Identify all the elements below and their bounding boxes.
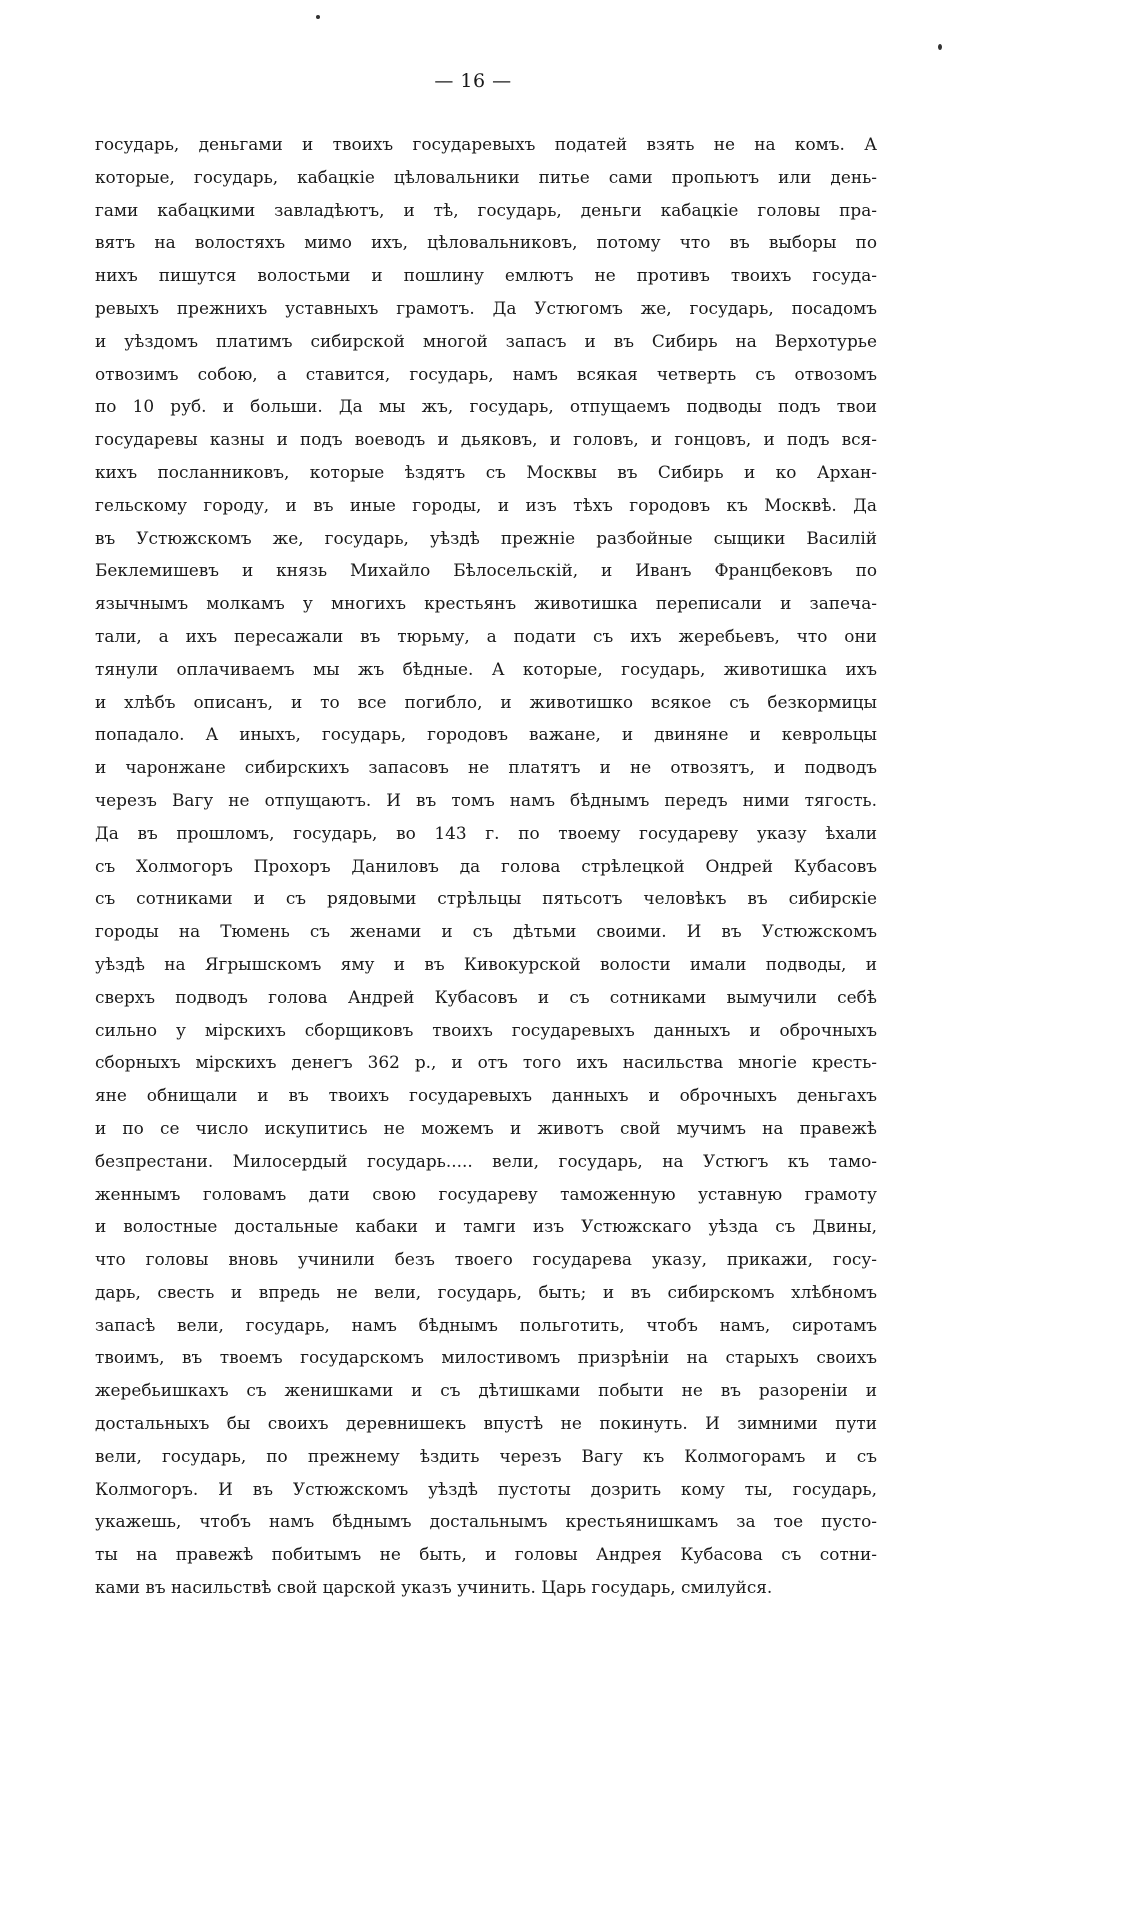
text-line: тянули оплачиваемъ мы жъ бѣдные. А которые, государь, животишка ихъ bbox=[95, 658, 877, 679]
text-line: съ Холмогоръ Прохоръ Даниловъ да голова стрѣлецкой Ондрей Кубасовъ bbox=[95, 855, 877, 876]
text-line: съ сотниками и съ рядовыми стрѣльцы пятьсотъ человѣкъ въ сибирскіе bbox=[95, 888, 877, 909]
text-line: ками въ насильствѣ свой царской указъ учинить. Царь государь, смилуйся. bbox=[95, 1577, 773, 1598]
text-line: дарь, свесть и впредь не вели, государь, быть; и въ сибирскомъ хлѣбномъ bbox=[95, 1281, 877, 1302]
text-line: вели, государь, по прежнему ѣздить черезъ Вагу къ Колмогорамъ и съ bbox=[95, 1445, 877, 1466]
text-line: гельскому городу, и въ иные городы, и изъ тѣхъ городовъ къ Москвѣ. Да bbox=[95, 494, 877, 515]
text-line: вятъ на волостяхъ мимо ихъ, цѣловальниковъ, потому что въ выборы по bbox=[95, 232, 877, 253]
text-line: сверхъ подводъ голова Андрей Кубасовъ и съ сотниками вымучили себѣ bbox=[95, 986, 877, 1007]
text-line: и по се число искупитись не можемъ и животъ свой мучимъ на правежѣ bbox=[95, 1117, 877, 1138]
text-line: попадало. А иныхъ, государь, городовъ важане, и двиняне и кеврольцы bbox=[95, 724, 877, 745]
text-line: по 10 руб. и больши. Да мы жъ, государь, отпущаемъ подводы подъ твои bbox=[95, 396, 877, 417]
text-line: что головы вновь учинили безъ твоего государева указу, прикажи, госу- bbox=[95, 1249, 877, 1270]
page-number: — 16 — bbox=[434, 70, 512, 92]
text-line: достальныхъ бы своихъ деревнишекъ впустѣ не покинуть. И зимними пути bbox=[95, 1413, 877, 1434]
text-line: сильно у мірскихъ сборщиковъ твоихъ государевыхъ данныхъ и оброчныхъ bbox=[95, 1019, 877, 1040]
text-line: государь, деньгами и твоихъ государевыхъ податей взять не на комъ. А bbox=[95, 134, 877, 154]
text-line: которые, государь, кабацкіе цѣловальники питье сами пропьютъ или день- bbox=[95, 166, 877, 187]
text-line: твоимъ, въ твоемъ государскомъ милостивомъ призрѣніи на старыхъ своихъ bbox=[95, 1347, 877, 1368]
text-line: и чаронжане сибирскихъ запасовъ не платятъ и не отвозятъ, и подводъ bbox=[95, 757, 877, 778]
text-line: уѣздѣ на Ягрышскомъ яму и въ Кивокурской волости имали подводы, и bbox=[95, 953, 877, 974]
text-line: черезъ Вагу не отпущаютъ. И въ томъ намъ бѣднымъ передъ ними тягость. bbox=[95, 789, 877, 810]
text-line: Беклемишевъ и князь Михайло Бѣлосельскій, и Иванъ Францбековъ по bbox=[95, 560, 877, 581]
text-line: Да въ прошломъ, государь, во 143 г. по твоему государеву указу ѣхали bbox=[95, 822, 877, 843]
text-line: женнымъ головамъ дати свою государеву таможенную уставную грамоту bbox=[95, 1183, 877, 1204]
text-line: ревыхъ прежнихъ уставныхъ грамотъ. Да Устюгомъ же, государь, посадомъ bbox=[95, 297, 877, 318]
text-line: и хлѣбъ описанъ, и то все погибло, и животишко всякое съ безкормицы bbox=[95, 691, 877, 712]
text-line: тали, а ихъ пересажали въ тюрьму, а подати съ ихъ жеребьевъ, что они bbox=[95, 625, 877, 646]
text-line: Колмогоръ. И въ Устюжскомъ уѣздѣ пустоты дозрить кому ты, государь, bbox=[95, 1478, 877, 1499]
text-line: яне обнищали и въ твоихъ государевыхъ данныхъ и оброчныхъ деньгахъ bbox=[95, 1085, 877, 1106]
text-line: городы на Тюмень съ женами и съ дѣтьми своими. И въ Устюжскомъ bbox=[95, 921, 877, 942]
text-line: отвозимъ собою, а ставится, государь, намъ всякая четверть съ отвозомъ bbox=[95, 363, 877, 384]
body-text bbox=[95, 128, 877, 1604]
text-line: язычнымъ молкамъ у многихъ крестьянъ животишка переписали и запеча- bbox=[95, 593, 877, 614]
text-line: кихъ посланниковъ, которые ѣздятъ съ Москвы въ Сибирь и ко Архан- bbox=[95, 461, 877, 482]
text-line: государевы казны и подъ воеводъ и дьяковъ, и головъ, и гонцовъ, и подъ вся- bbox=[95, 429, 877, 450]
text-line: укажешь, чтобъ намъ бѣднымъ достальнымъ крестьянишкамъ за тое пусто- bbox=[95, 1511, 877, 1532]
text-line: нихъ пишутся волостьми и пошлину емлютъ не противъ твоихъ госуда- bbox=[95, 265, 877, 286]
text-line: жеребьишкахъ съ женишками и съ дѣтишками побыти не въ разореніи и bbox=[95, 1380, 877, 1401]
text-line: безпрестани. Милосердый государь..... вели, государь, на Устюгъ къ тамо- bbox=[95, 1150, 877, 1171]
text-line: запасѣ вели, государь, намъ бѣднымъ польготить, чтобъ намъ, сиротамъ bbox=[95, 1314, 877, 1335]
text-line: въ Устюжскомъ же, государь, уѣздѣ прежніе разбойные сыщики Василій bbox=[95, 527, 877, 548]
ink-speck bbox=[316, 15, 320, 19]
text-line: гами кабацкими завладѣютъ, и тѣ, государь, деньги кабацкіе головы пра- bbox=[95, 199, 877, 220]
text-line: и волостные достальные кабаки и тамги изъ Устюжскаго уѣзда съ Двины, bbox=[95, 1216, 877, 1237]
text-line: и уѣздомъ платимъ сибирской многой запасъ и въ Сибирь на Верхотурье bbox=[95, 330, 877, 351]
text-line: ты на правежѣ побитымъ не быть, и головы Андрея Кубасова съ сотни- bbox=[95, 1544, 877, 1565]
text-line: сборныхъ мірскихъ денегъ 362 р., и отъ того ихъ насильства многіе кресть- bbox=[95, 1052, 877, 1073]
ink-speck bbox=[938, 44, 942, 50]
